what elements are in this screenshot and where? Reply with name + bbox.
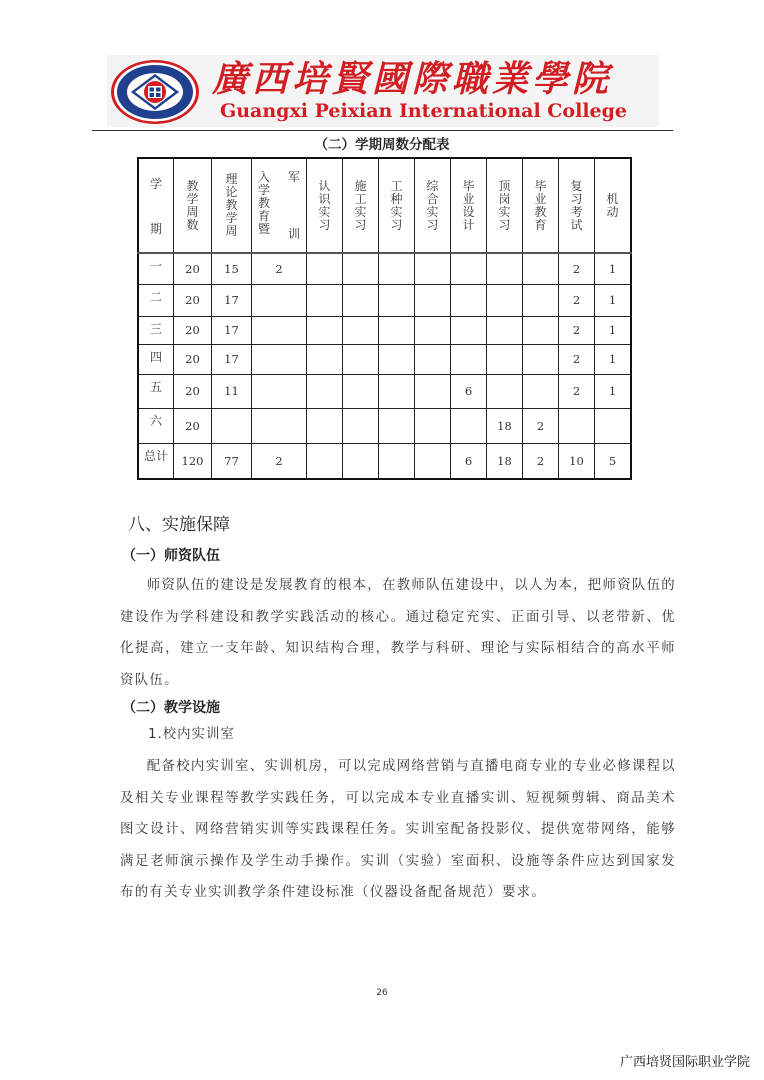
table-cell: 6 xyxy=(451,374,487,408)
faculty-paragraph: 师资队伍的建设是发展教育的根本，在教师队伍建设中，以人为本，把师资队伍的建设作为学科建设和教学实践活动的核心。通过稳定充实、正面引导、以老带新、优化提高，建立一支年龄、知识结构合理，教学与科研、理论与实际相结合的高水平师资队伍。 xyxy=(120,578,676,688)
semester-label: 总计 xyxy=(138,443,174,479)
header-divider xyxy=(92,130,673,131)
column-header xyxy=(595,158,632,253)
table-row xyxy=(138,344,631,374)
section-title: 八、实施保障 xyxy=(128,515,230,535)
table-cell xyxy=(252,408,307,443)
table-row xyxy=(138,374,631,408)
facilities-item-title: 1.校内实训室 xyxy=(148,727,235,742)
header-text: 毕业设计 xyxy=(462,178,475,232)
table-cell xyxy=(343,284,379,316)
table-cell xyxy=(307,408,343,443)
table-cell: 1 xyxy=(595,316,632,344)
table-cell xyxy=(307,284,343,316)
table-cell xyxy=(487,284,523,316)
table-cell: 17 xyxy=(212,316,252,344)
semester-label: 五 xyxy=(138,374,174,408)
column-header xyxy=(523,158,559,253)
header-text: 综合实习 xyxy=(426,178,439,232)
column-header xyxy=(451,158,487,253)
page-number: 26 xyxy=(376,988,388,998)
table-cell xyxy=(523,253,559,284)
header-text: 入学教育暨 xyxy=(258,169,271,236)
table-cell xyxy=(379,374,415,408)
table-cell xyxy=(307,316,343,344)
table-cell: 2 xyxy=(559,344,595,374)
header-text: 毕业教育 xyxy=(534,178,547,232)
table-cell xyxy=(343,316,379,344)
table-cell: 20 xyxy=(174,253,212,284)
semester-label: 六 xyxy=(138,408,174,443)
table-cell: 17 xyxy=(212,284,252,316)
column-header xyxy=(379,158,415,253)
semester-weeks-table xyxy=(137,157,632,480)
table-cell xyxy=(523,316,559,344)
table-cell: 2 xyxy=(559,284,595,316)
table-cell: 2 xyxy=(559,374,595,408)
table-cell xyxy=(451,316,487,344)
header-text: 期 xyxy=(149,221,162,236)
table-cell xyxy=(451,408,487,443)
semester-label: 一 xyxy=(138,253,174,284)
table-cell xyxy=(451,284,487,316)
table-cell: 1 xyxy=(595,344,632,374)
table-cell: 20 xyxy=(174,408,212,443)
table-cell xyxy=(252,316,307,344)
table-cell xyxy=(415,443,451,479)
college-logo-icon xyxy=(109,58,202,126)
table-cell xyxy=(252,344,307,374)
column-header xyxy=(307,158,343,253)
table-cell: 77 xyxy=(212,443,252,479)
header-text: 复习考试 xyxy=(570,178,583,232)
subsection-title-faculty: （一）师资队伍 xyxy=(122,548,220,564)
table-cell: 2 xyxy=(559,316,595,344)
table-cell xyxy=(415,253,451,284)
header-text: 认识实习 xyxy=(318,178,331,232)
table-row xyxy=(138,253,631,284)
table-cell: 2 xyxy=(252,443,307,479)
table-cell: 2 xyxy=(252,253,307,284)
column-header xyxy=(559,158,595,253)
header-text: 学 xyxy=(149,176,162,191)
table-cell xyxy=(379,284,415,316)
table-cell: 18 xyxy=(487,443,523,479)
table-cell xyxy=(451,253,487,284)
table-cell xyxy=(487,316,523,344)
table-cell: 15 xyxy=(212,253,252,284)
table-cell xyxy=(307,253,343,284)
table-cell xyxy=(307,344,343,374)
header-text: 训 xyxy=(288,226,301,241)
table-cell xyxy=(559,408,595,443)
table-cell xyxy=(415,408,451,443)
table-cell xyxy=(252,284,307,316)
semester-label: 三 xyxy=(138,316,174,344)
header-text: 机动 xyxy=(606,191,619,219)
table-cell xyxy=(523,344,559,374)
subsection-title-facilities: （二）教学设施 xyxy=(122,700,220,716)
table-cell: 1 xyxy=(595,284,632,316)
table-cell xyxy=(487,253,523,284)
semester-label: 二 xyxy=(138,284,174,316)
table-header-row xyxy=(138,158,631,253)
table-row xyxy=(138,284,631,316)
table-cell xyxy=(523,284,559,316)
table-cell xyxy=(415,344,451,374)
column-header xyxy=(343,158,379,253)
table-cell xyxy=(343,253,379,284)
table-cell: 20 xyxy=(174,284,212,316)
table-title: （二）学期周数分配表 xyxy=(314,137,450,153)
table-cell xyxy=(343,408,379,443)
table-cell: 2 xyxy=(559,253,595,284)
table-cell: 10 xyxy=(559,443,595,479)
table-cell xyxy=(415,316,451,344)
table-cell: 20 xyxy=(174,374,212,408)
table-cell: 20 xyxy=(174,316,212,344)
table-cell: 2 xyxy=(523,408,559,443)
table-total-row xyxy=(138,443,631,479)
table-cell: 17 xyxy=(212,344,252,374)
table-cell: 6 xyxy=(451,443,487,479)
table-cell xyxy=(343,344,379,374)
column-header xyxy=(252,158,307,253)
facilities-paragraph: 配备校内实训室、实训机房，可以完成网络营销与直播电商专业的专业必修课程以及相关专业课程等教学实践任务，可以完成本专业直播实训、短视频剪辑、商品美术图文设计、网络营销实训等实践课程任务。实训室配备投影仪、提供宽带网络，能够满足老师演示操作及学生动手操作。实训（实验）室面积、设施等条件应达到国家发布的有关专业实训教学条件建设标准（仪器设备配备规范）要求。 xyxy=(120,759,676,900)
table-cell: 1 xyxy=(595,374,632,408)
table-cell xyxy=(343,443,379,479)
header-text: 施工实习 xyxy=(354,178,367,232)
table-cell xyxy=(451,344,487,374)
semester-label: 四 xyxy=(138,344,174,374)
college-name-cn: 廣西培賢國際職業學院 xyxy=(212,58,613,100)
header-text: 军 xyxy=(288,169,301,184)
table-cell: 120 xyxy=(174,443,212,479)
table-cell xyxy=(307,443,343,479)
header-text: 顶岗实习 xyxy=(498,178,511,232)
column-header xyxy=(212,158,252,253)
table-cell: 20 xyxy=(174,344,212,374)
header-text: 教学周数 xyxy=(186,178,199,232)
table-cell xyxy=(379,443,415,479)
table-cell xyxy=(415,374,451,408)
header-text: 工种实习 xyxy=(390,178,403,232)
table-cell xyxy=(379,253,415,284)
table-cell: 11 xyxy=(212,374,252,408)
column-header xyxy=(415,158,451,253)
table-cell xyxy=(379,344,415,374)
table-cell xyxy=(415,284,451,316)
table-cell xyxy=(252,374,307,408)
table-cell: 1 xyxy=(595,253,632,284)
table-cell xyxy=(379,316,415,344)
footer-institution: 广西培贤国际职业学院 xyxy=(619,1055,750,1070)
table-cell xyxy=(487,374,523,408)
table-cell: 2 xyxy=(523,443,559,479)
table-cell xyxy=(307,374,343,408)
table-cell xyxy=(212,408,252,443)
table-row xyxy=(138,316,631,344)
table-cell: 18 xyxy=(487,408,523,443)
table-cell xyxy=(523,374,559,408)
table-row xyxy=(138,408,631,443)
column-header xyxy=(174,158,212,253)
college-name-en: Guangxi Peixian International College xyxy=(220,100,627,122)
table-cell: 5 xyxy=(595,443,632,479)
column-header xyxy=(138,158,174,253)
table-cell xyxy=(595,408,632,443)
column-header xyxy=(487,158,523,253)
table-cell xyxy=(487,344,523,374)
table-cell xyxy=(379,408,415,443)
table-cell xyxy=(343,374,379,408)
header-text: 理论教学周 xyxy=(225,172,238,238)
